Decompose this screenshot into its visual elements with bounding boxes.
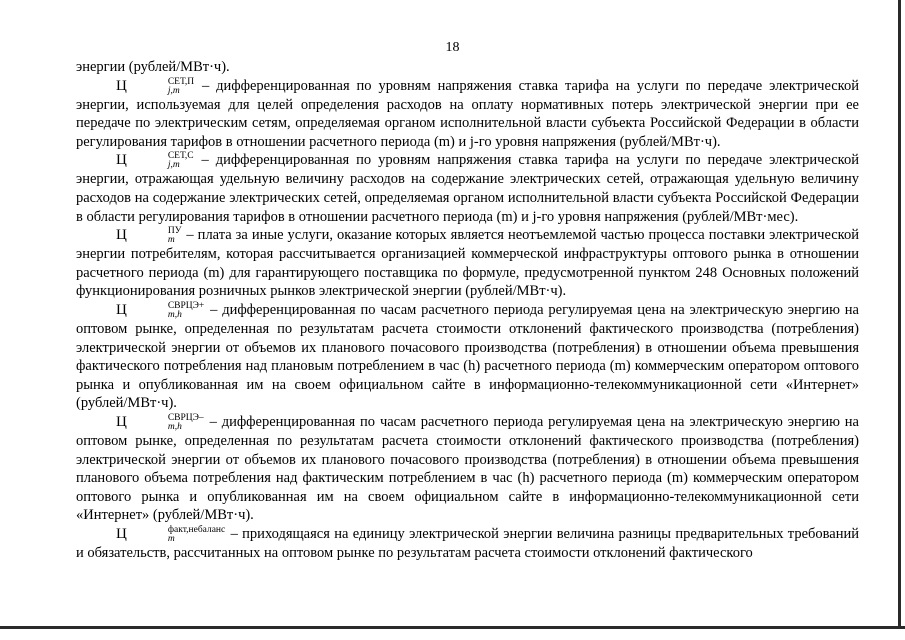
definition-tariff-maintenance [76,151,859,226]
definition-tariff-losses [76,77,859,152]
document-body [76,58,859,562]
page-number: 18 [445,40,460,55]
definition-text: – дифференцированная по уровням напряжения ставка тарифа на услуги по передаче электрической энергии, отражающая удельную величину расходов на содержание электрических сетей, отражающая удельную величину расходов на содержание электрических сетей, определяемая органом исполнительной власти субъекта Российской Федерации в области регулирования тарифов в отношении расчетного периода (m) и j-го уровня напряжения (рублей/МВт·мес). [76,152,859,225]
definition-price-plus [76,301,859,413]
definition-text: – дифференцированная по часам расчетного периода регулируемая цена на электрическую энергию на оптовом рынке, определенная по результатам расчета стоимости отклонений фактического производства (потребления) электрической энергии от объемов их планового почасового производства (потребления) в отношении объема превышения фактического потребления над плановым потреблением в час (h) расчетного периода (m) коммерческим оператором оптового рынка и опубликованная им на своем официальном сайте в информационно-телекоммуникационной сети «Интернет» (рублей/МВт·ч). [76,301,859,412]
formula-symbol: Ц СЕТ,С j,m [116,151,194,171]
definition-imbalance [76,525,859,563]
page-edge-right [898,0,901,628]
definition-text: – дифференцированная по часам расчетного периода регулируемая цена на электрическую энергию на оптовом рынке, определенная по результатам расчета стоимости отклонений фактического производства (потребления) электрической энергии от объемов их планового почасового производства (потребления) в отношении объема превышения планового объема потребления над фактическим потреблением в час (h) расчетного периода (m) коммерческим оператором оптового рынка и опубликованная им на своем официальном сайте в информационно-телекоммуникационной сети «Интернет» (рублей/МВт·ч). [76,413,859,524]
definition-price-minus [76,413,859,525]
formula-symbol: Ц СВРЦЭ– m,h [116,412,204,432]
lead-line: энергии (рублей/МВт·ч). [76,59,230,75]
definition-text: – плата за иные услуги, оказание которых является неотъемлемой частью процесса поставки электрической энергии потребителям, которая рассчитывается организацией коммерческой инфраструктуры оптового рынка в отношении расчетного периода (m) для гарантирующего поставщика по формуле, предусмотренной пунктом 248 Основных положений функционирования розничных рынков электрической энергии (рублей/МВт·ч). [76,227,859,300]
formula-symbol: Ц СВРЦЭ+ m,h [116,300,205,320]
definition-text: – дифференцированная по уровням напряжения ставка тарифа на услуги по передаче электрической энергии, используемая для целей определения расходов на оплату нормативных потерь электрической энергии при ее передаче по электрическим сетям, определяемая органом исполнительной власти субъекта Российской Федерации в области регулирования тарифов в отношении расчетного периода (m) и j-го уровня напряжения (рублей/МВт·ч). [76,77,859,150]
page-edge-bottom [0,626,905,629]
definition-other-services-fee [76,226,859,301]
formula-symbol: Ц СЕТ,П j,m [116,76,195,96]
formula-symbol: Ц ПУ m [116,226,182,246]
definition-text: – приходящаяся на единицу электрической энергии величина разницы предварительных требований и обязательств, рассчитанных на оптовом рынке по результатам расчета стоимости отклонений фактического [76,525,859,561]
formula-symbol: Ц факт,небаланс m [116,524,226,544]
